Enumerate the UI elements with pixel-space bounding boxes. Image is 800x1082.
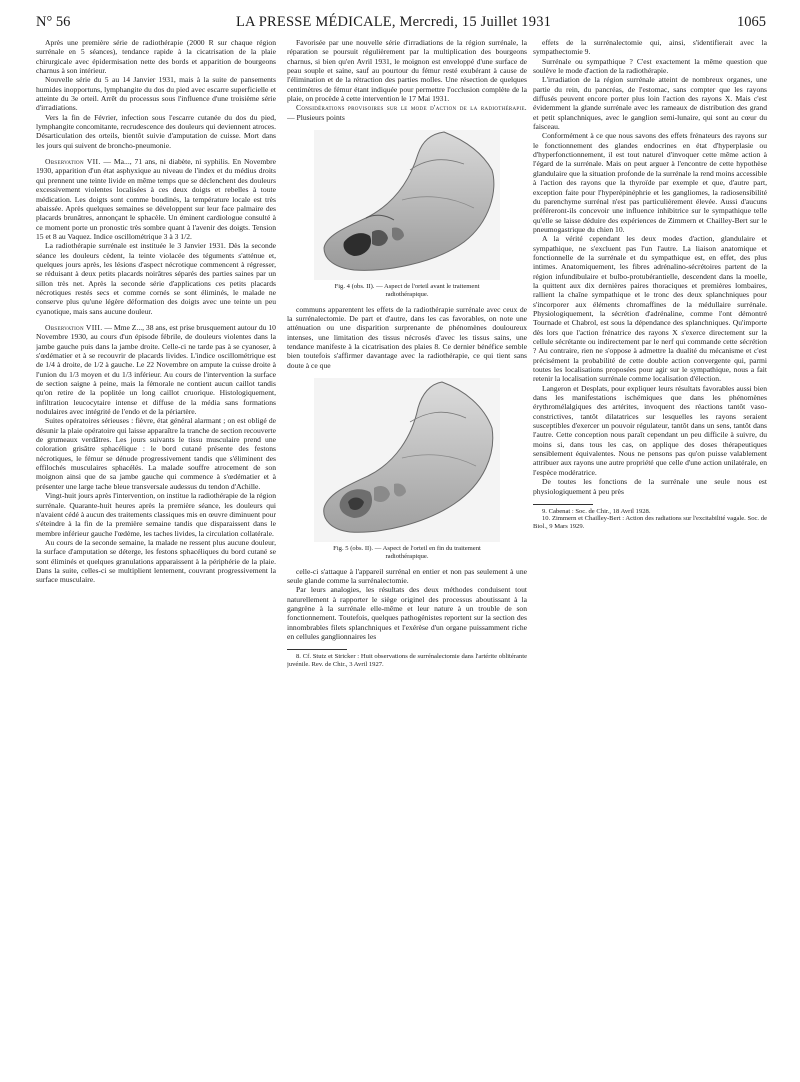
figure-caption: Fig. 4 (obs. II). — Aspect de l'orteil avant le traitement radiothérapique.	[334, 283, 480, 298]
paragraph: Langeron et Desplats, pour expliquer leurs résultats favorables aussi bien dans les manifestations ischémiques que dans les phénomènes érythromélalgiques des artérites, invoquent des réactions tantôt vaso-constrictives, tantôt dilatatrices sur lesquelles les rayons seraient susceptibles d'exercer un pouvoir régulateur, tantôt dans un sens, tantôt dans l'autre. Cette conception nous paraît cependant un peu difficile à suivre, du moins si, dans tous les cas, on applique des doses thérapeutiques sensiblement équivalentes. Nous ne pensons pas qu'on puisse valablement attribuer aux rayons une autre propriété que celle d'une action unilatérale, en l'espèce modératrice.	[533, 383, 767, 477]
section-text: — Plusieurs points	[287, 112, 345, 122]
footnote-10: 10. Zimmern et Chailley-Bert : Action des radiations sur l'excitabilité vagale. Soc. de Biol., 9 Mars 1929.	[533, 515, 767, 531]
paragraph: celle-ci s'attaque à l'appareil surrénal en entier et non pas seulement à une seule glande comme la surrénalectomie.	[287, 566, 527, 586]
footnote-rule	[287, 649, 347, 650]
foot-illustration-before	[314, 130, 500, 280]
paragraph: Conformément à ce que nous savons des effets frénateurs des rayons sur le fonctionnement des glandes endocrines en état d'hyperplasie ou d'hyperfonctionnement, il est tout naturel d'invoquer cette même action à l'égard de la surrénale. Mais on peut arguer à l'encontre de cette hypothèse glandulaire que la situation profonde de la surrénale la rend moins accessible à l'action des rayons que la thyroïde par exemple et que, d'autre part, exception faite pour l'hyperépinéphrie et les gangliomes, la radiosensibilité du parenchyme surrénal n'est pas particulièrement élevée. Aussi d'aucuns préféreront-ils concevoir une influence inhibitrice sur le sympathique telle qu'elle se laisse déduire des expériences de Zimmern et Chailley-Bert sur le pneumogastrique du chien 10.	[533, 131, 767, 234]
column-2	[287, 38, 527, 1074]
paragraph: Vers la fin de Février, infection sous l'escarre cutanée du dos du pied, lymphangite concomitante, recrudescence des douleurs qui deviennent atroces. Désarticulation des orteils, bientôt suivie d'amputation de cuisse. Mort dans les jours qui suivent de broncho-pneumonie.	[36, 112, 276, 150]
paragraph: De toutes les fonctions de la surrénale une seule nous est physiologiquement à peu près	[533, 477, 767, 496]
observation-7	[36, 157, 276, 241]
column-1	[36, 38, 276, 1074]
paragraph: Après une première série de radiothérapie (2000 R sur chaque région surrénale en 5 séances), tendance rapide à la cicatrisation de la plaie chirurgicale avec épidermisation nette des bords et apparition de bourgeons charnus à son intérieur.	[36, 38, 276, 76]
footnote-rule	[533, 504, 593, 505]
paragraph: Suites opératoires sérieuses : fièvre, état général alarmant ; on est obligé de désunir la plaie opératoire qui laisse apparaître la tranche de section recouverte de grumeaux verdâtres. Les jours suivants le tissu musculaire prend une coloration grisâtre sphacélique : le bord cutané présente des festons nécrotiques, le fémur se dénude progressivement tandis que s'éliminent des effilochés musculaires sphacélés. La malade souffre atrocement de son moignon ainsi que de sa jambe gauche qui commence à s'œdématier et à présenter une large tache bleue transversale audessus du tendon d'Achille.	[36, 416, 276, 491]
observation-8	[36, 323, 276, 416]
section-heading	[287, 103, 527, 122]
paragraph: Au cours de la seconde semaine, la malade ne ressent plus aucune douleur, la surface d'amputation se déterge, les festons sphacéliques du bord cutané se sont éliminés et quelques granulations apparaissent à la périphérie de la plaie. Dans la suite, celles-ci se multiplient lentement, couvrant progressivement la surface musculaire.	[36, 537, 276, 585]
paragraph: Nouvelle série du 5 au 14 Janvier 1931, mais à la suite de pansements humides inopportuns, lymphangite du dos du pied avec escarre superficielle et atteinte du 3e orteil. Arrêt du processus sous l'influence d'une troisième série d'irradiations.	[36, 75, 276, 113]
observation-label: Observation VIII.	[45, 322, 103, 332]
observation-label: Observation VII.	[45, 157, 101, 167]
paragraph: La radiothérapie surrénale est instituée le 3 Janvier 1931. Dès la seconde séance les douleurs cèdent, la teinte violacée des téguments s'atténue et, quelques jours après, les lésions d'aspect nécrotique commencent à régresser, se réduisant à deux petits placards noirâtres séparés des parties saines par un sillon très net. Après la seconde série d'applications ces petits placards nécrotiques restés secs et comme cornés se sont éliminés, le malade ne conserve plus qu'une légère déformation des doigts avec une teinte un peu cyanotique, mais sans aucune douleur.	[36, 241, 276, 316]
foot-illustration-after	[314, 378, 500, 542]
paragraph: Par leurs analogies, les résultats des deux méthodes conduisent tout naturellement à rapporter le siège originel des processus aboutissant à la gangrène à la surrénale elle-même et leur nature à un trouble de son fonctionnement. Toutefois, quelques pathogénistes reportent sur la section des innombrables filets splanchniques et l'exérèse d'un organe puissamment riche en cellules ganglionnaires les	[287, 585, 527, 642]
page-number: 1065	[737, 14, 766, 30]
journal-title: LA PRESSE MÉDICALE, Mercredi, 15 Juillet 1931	[236, 14, 552, 30]
paragraph: L'irradiation de la région surrénale atteint de nombreux organes, une partie du rein, du pancréas, de l'estomac, sans compter que les rayons diffusés peuvent encore porter plus loin l'action des rayons X. Mais c'est évidemment la glande surrénale avec les rameaux de distribution des grand et petit splanchniques, avec le ganglion semi-lunaire, qui sont au cœur du faisceau.	[533, 75, 767, 132]
figure-caption: Fig. 5 (obs. II). — Aspect de l'orteil en fin du traitement radiothérapique.	[333, 545, 481, 560]
paragraph: effets de la surrénalectomie qui, ainsi, s'identifierait avec la sympathectomie 9.	[533, 38, 767, 57]
paragraph: A la vérité cependant les deux modes d'action, glandulaire et sympathique, ne s'excluent pas l'un l'autre. La liaison anatomique et fonctionnelle de la surrénale et du sympathique est, en effet, des plus intimes. Anatomiquement, les fibres adrénalino-sécrétoires partent de la région infundibulaire et bulbo-protubérantielle, descendent dans la moelle, la quittent aux dix dernières paires thoraciques et premières lombaires, rallient la chaîne sympathique et le tronc des deux splanchniques pour s'incorporer aux éléments chromaffines de la médullaire surrénale. Physiologiquement, la sécrétion d'adrénaline, comme l'ont démontré Tournade et Chabrol, est sous la dépendance des splanchniques. Qu'importe dès lors que l'action frénatrice des rayons X s'exerce directement sur la cellule sécrétante ou indirectement par le nerf qui commande cette sécrétion ? Au contraire, rien ne s'oppose à admettre la dualité du mécanisme et c'est précisément la probabilité de cette double action convergente qui, parmi toutes les localisations proposées pour agir sur le sympathique, nous a fait retenir la localisation surrénale comme localisation d'élection.	[533, 234, 767, 384]
section-label: Considérations provisoires sur le mode d'action de la radiothérapie.	[296, 103, 527, 113]
page-header	[36, 14, 766, 34]
observation-text: — Ma..., 71 ans, ni diabète, ni syphilis. En Novembre 1930, apparition d'un état asphyxique au niveau de l'index et du médius droits qui prennent une teinte livide en même temps que se déclenchent des douleurs excessivement violentes localisées à ces deux doigts et rebelles à toute médication. Les doigts sont comme boudinés, la température locale est très abaissée. Après quelques semaines se développent sur leur face palmaire des placards brunâtres, annonçant le sphacèle. Un éminent cardiologue consulté à ce moment porte un pronostic très sombre quant à l'avenir des doigts. Tension 15 et 8 au Vaquez. Indice oscillométrique 3 à 3 1/2.	[36, 157, 276, 241]
figure-4	[314, 130, 500, 299]
observation-text: — Mme Z..., 38 ans, est prise brusquement autour du 10 Novembre 1930, au cours d'un épisode fébrile, de douleurs violentes dans la jambe gauche puis dans la jambe droite. Celle-ci ne tarde pas à se cyanoser, à s'œdématier et à se recouvrir de placards livides. L'indice oscillométrique est de 1/4 à droite, de 1/2 à gauche. Le 22 Novembre on ampute la cuisse droite à l'union du 1/3 moyen et du 1/3 inférieur. Au cours de l'intervention la surface de section saigne à peine, mais la fémorale ne contient aucun caillot tandis qu'on retire de la poplitée un long caillot cruorique. Histologiquement, infiltration leucocytaire intense et diffuse de la média sans formations nodulaires avec intégrité de l'endo et de la périartère.	[36, 322, 276, 417]
paragraph: Vingt-huit jours après l'intervention, on institue la radiothérapie de la région surrénale. Quarante-huit heures après la première séance, les douleurs qui n'avaient cédé à aucun des traitements classiques mis en œuvre diminuent pour s'éteindre à la fin de la première semaine tandis que disparaissent dans le membre inférieur gauche l'œdème, les taches livides, la circulation collatérale.	[36, 491, 276, 538]
figure-5	[314, 378, 500, 561]
footnote-8: 8. Cf. Stutz et Stricker : Huit observations de surrénalectomie dans l'artérite oblitérante juvénile. Rev. de Chir., 3 Avril 1927.	[287, 653, 527, 669]
column-3	[533, 38, 767, 1074]
paragraph: Surrénale ou sympathique ? C'est exactement la même question que soulève le mode d'action de la radiothérapie.	[533, 56, 767, 76]
paragraph: Favorisée par une nouvelle série d'irradiations de la région surrénale, la réparation se poursuit régulièrement par la multiplication des bourgeons charnus, si bien qu'en Avril 1931, le moignon est enveloppé d'une surface de peau souple et saine, sauf au pourtour du fémur resté exubérant à cause de l'élimination et de la rétraction des parties molles. Une résection de quelques centimètres de fémur étant indiquée pour permettre l'occlusion complète de la plaie, on procède à cette intervention le 17 Mai 1931.	[287, 38, 527, 104]
issue-number: N° 56	[36, 14, 71, 30]
footnote-9: 9. Cabenat : Soc. de Chir., 18 Avril 1928.	[542, 507, 651, 515]
paragraph: communs apparentent les effets de la radiothérapie surrénale avec ceux de la surrénalectomie. De part et d'autre, dans les cas favorables, on note une atténuation ou une disparition surprenante de phénomènes douloureux intenses, une limitation des tissus nécrosés d'avec les tissus sains, une tendance manifeste à la cicatrisation des plaies 8. Ce dernier bénéfice semble bien toutefois s'affirmer davantage avec la radiothérapie, ce qui tient sans doute à ce que	[287, 304, 527, 370]
